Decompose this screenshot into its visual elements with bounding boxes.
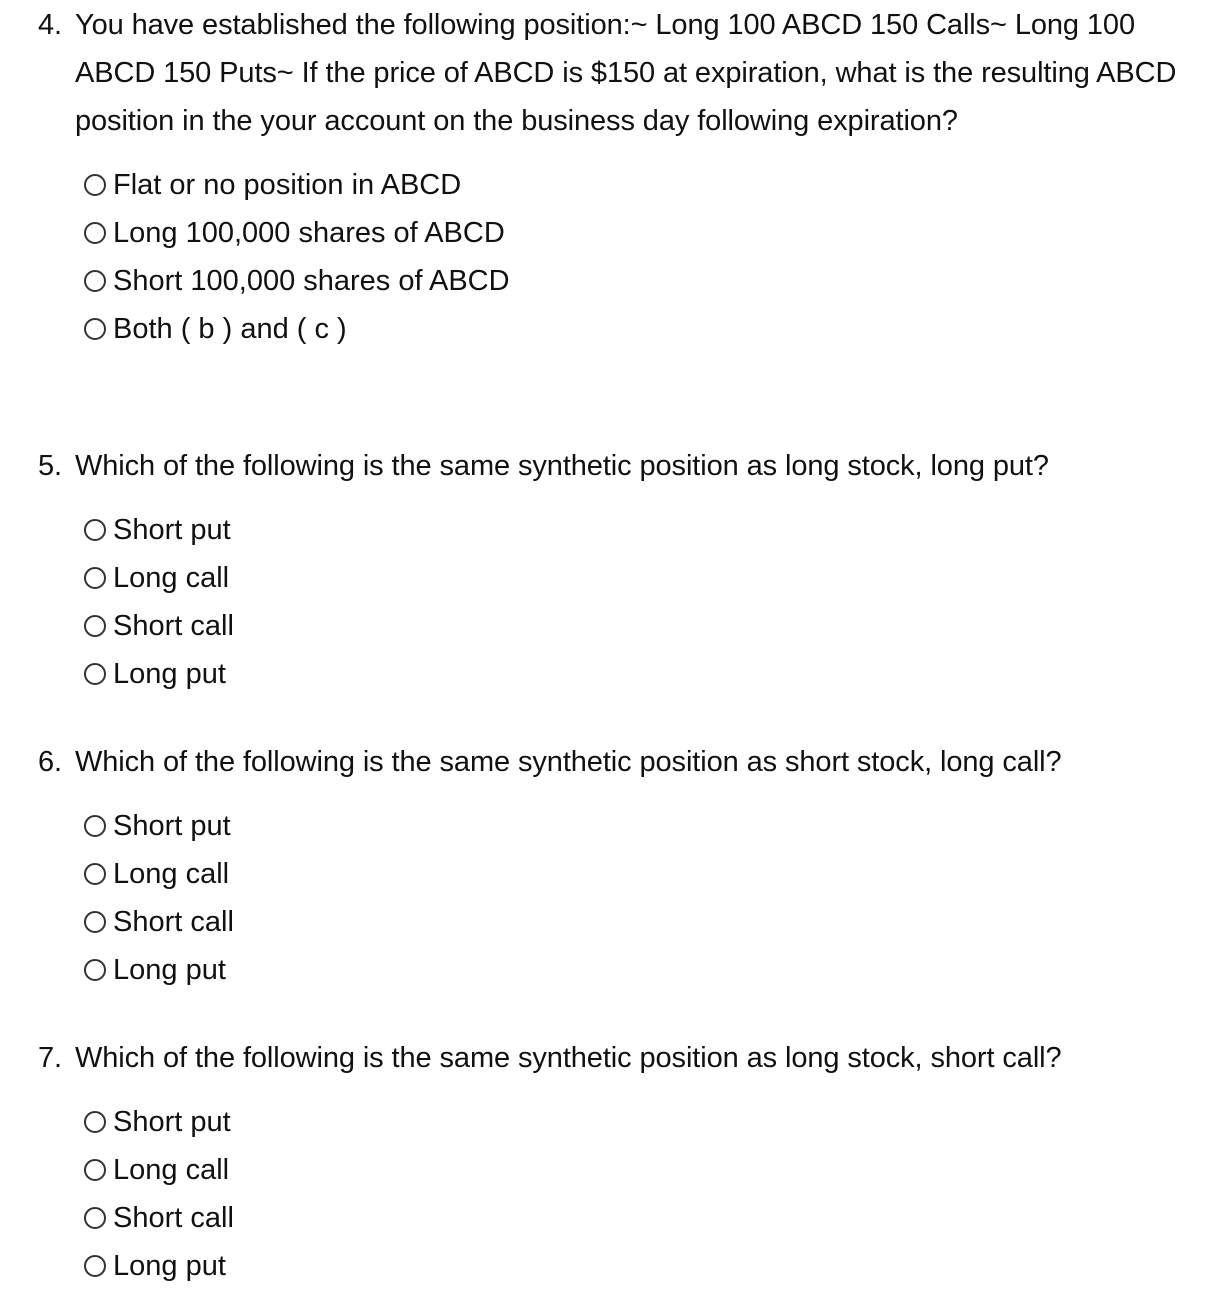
option-d[interactable]: [0, 650, 1218, 698]
question-text: [0, 442, 1218, 490]
option-d[interactable]: [0, 1242, 1218, 1290]
option-label: Long call: [113, 857, 230, 890]
option-b[interactable]: [0, 1146, 1218, 1194]
option-label: Long put: [113, 657, 226, 690]
radio-button-icon[interactable]: [84, 863, 106, 885]
option-label: Long call: [113, 1153, 230, 1186]
question-6: [0, 738, 1218, 994]
option-label: Short 100,000 shares of ABCD: [113, 264, 510, 297]
option-b[interactable]: [0, 209, 1218, 257]
radio-button-icon[interactable]: [84, 1255, 106, 1277]
option-c[interactable]: [0, 1194, 1218, 1242]
question-4: [0, 1, 1218, 353]
option-label: Short put: [113, 809, 231, 842]
radio-button-icon[interactable]: [84, 959, 106, 981]
question-text: [0, 738, 1218, 786]
option-label: Long put: [113, 1249, 226, 1282]
option-b[interactable]: [0, 850, 1218, 898]
question-number: 7.: [38, 1042, 62, 1074]
radio-button-icon[interactable]: [84, 1111, 106, 1133]
question-prompt: Which of the following is the same synthetic position as short stock, long call?: [75, 746, 1062, 778]
option-b[interactable]: [0, 554, 1218, 602]
question-prompt: Which of the following is the same synthetic position as long stock, short call?: [75, 1042, 1062, 1074]
option-label: Long 100,000 shares of ABCD: [113, 216, 505, 249]
question-prompt: Which of the following is the same synthetic position as long stock, long put?: [75, 450, 1049, 482]
option-label: Short put: [113, 513, 231, 546]
option-label: Flat or no position in ABCD: [113, 168, 462, 201]
radio-button-icon[interactable]: [84, 174, 106, 196]
answer-options: [0, 1098, 1218, 1290]
radio-button-icon[interactable]: [84, 663, 106, 685]
option-d[interactable]: [0, 946, 1218, 994]
radio-button-icon[interactable]: [84, 270, 106, 292]
radio-button-icon[interactable]: [84, 815, 106, 837]
answer-options: [0, 506, 1218, 698]
question-7: [0, 1034, 1218, 1290]
question-prompt: You have established the following position:~ Long 100 ABCD 150 Calls~ Long 100 ABCD 150 Puts~ If the price of ABCD is $150 at expiration, what is the resulting ABCD position in the your account on the business day following expiration?: [75, 9, 1177, 137]
radio-button-icon[interactable]: [84, 567, 106, 589]
option-label: Long call: [113, 561, 230, 594]
answer-options: [0, 161, 1218, 353]
option-label: Both ( b ) and ( c ): [113, 312, 347, 345]
option-d[interactable]: [0, 305, 1218, 353]
radio-button-icon[interactable]: [84, 615, 106, 637]
radio-button-icon[interactable]: [84, 222, 106, 244]
question-text: [0, 1, 1218, 145]
option-a[interactable]: [0, 161, 1218, 209]
radio-button-icon[interactable]: [84, 519, 106, 541]
option-label: Short call: [113, 905, 234, 938]
question-5: [0, 442, 1218, 698]
option-label: Short call: [113, 609, 234, 642]
question-number: 6.: [38, 746, 62, 778]
option-c[interactable]: [0, 602, 1218, 650]
question-text: [0, 1034, 1218, 1082]
radio-button-icon[interactable]: [84, 318, 106, 340]
radio-button-icon[interactable]: [84, 1159, 106, 1181]
option-a[interactable]: [0, 506, 1218, 554]
question-number: 5.: [38, 450, 62, 482]
radio-button-icon[interactable]: [84, 911, 106, 933]
radio-button-icon[interactable]: [84, 1207, 106, 1229]
option-a[interactable]: [0, 802, 1218, 850]
option-a[interactable]: [0, 1098, 1218, 1146]
option-c[interactable]: [0, 898, 1218, 946]
question-number: 4.: [38, 9, 62, 41]
option-label: Short call: [113, 1201, 234, 1234]
answer-options: [0, 802, 1218, 994]
option-label: Long put: [113, 953, 226, 986]
option-label: Short put: [113, 1105, 231, 1138]
option-c[interactable]: [0, 257, 1218, 305]
